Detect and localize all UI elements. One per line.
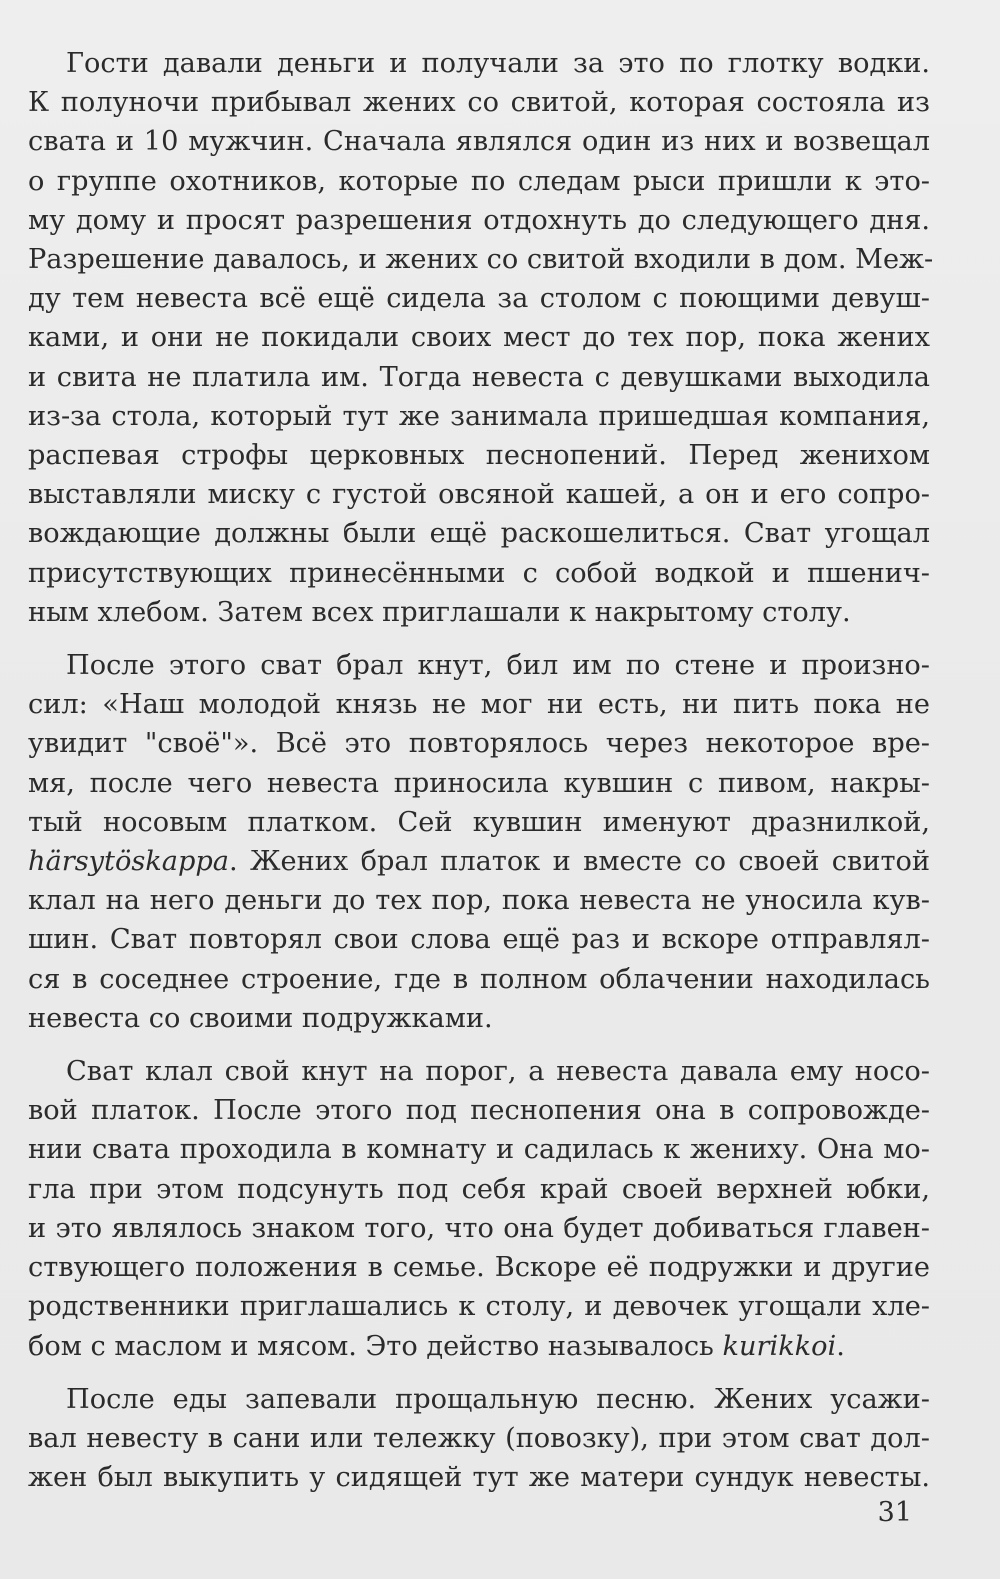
text-line: увидит "своё"». Всё это повторялось через некоторое вре- — [28, 728, 930, 760]
paragraph — [28, 646, 930, 1038]
text-line: свата и 10 мужчин. Сначала являлся один из них и возвещал — [28, 126, 930, 158]
paragraph — [28, 1380, 930, 1498]
paragraph — [28, 44, 934, 632]
text-line: Сват клал свой кнут на порог, а невеста давала ему носо- — [66, 1056, 930, 1088]
text-line: тый носовым платком. Сей кувшин именуют дразнилкой, — [28, 806, 930, 838]
text-line: мя, после чего невеста приносила кувшин с пивом, накры- — [28, 767, 930, 799]
text-line: бом с маслом и мясом. Это действо называлось kurikkoi. — [28, 1330, 845, 1362]
text-line: вал невесту в сани или тележку (повозку), при этом сват дол- — [28, 1422, 930, 1454]
text-line: гла при этом подсунуть под себя край своей верхней юбки, — [28, 1173, 930, 1205]
text-line: из-за стола, который тут же занимала пришедшая компания, — [28, 400, 930, 432]
text-line: ду тем невеста всё ещё сидела за столом с поющими девуш- — [28, 283, 930, 315]
text-line: о группе охотников, которые по следам рыси пришли к это- — [28, 165, 930, 197]
text-line: ками, и они не покидали своих мест до тех пор, пока жених — [28, 322, 930, 354]
text-line: нии свата проходила в комнату и садилась к жениху. Она мо- — [28, 1134, 930, 1166]
text-line: ся в соседнее строение, где в полном облачении находилась — [28, 963, 930, 995]
text-line: После этого сват брал кнут, бил им по стене и произно- — [66, 650, 930, 682]
text-line: и это являлось знаком того, что она будет добиваться главен- — [28, 1212, 930, 1244]
text-line: вой платок. После этого под песнопения она в сопровожде- — [28, 1095, 930, 1127]
text-line: му дому и просят разрешения отдохнуть до следующего дня. — [28, 204, 930, 236]
page-number: 31 — [877, 1497, 912, 1528]
text-line: шин. Сват повторял свои слова ещё раз и вскоре отправлял- — [28, 924, 930, 956]
text-line: сил: «Наш молодой князь не мог ни есть, ни пить пока не — [28, 689, 930, 721]
text-line: невеста со своими подружками. — [28, 1002, 493, 1034]
text-line: присутствующих принесёнными с собой водкой и пшенич- — [28, 557, 930, 589]
text-line: härsytöskappa. Жених брал платок и вместе со своей свитой — [28, 846, 930, 878]
text-line: вождающие должны были ещё раскошелиться. Сват угощал — [28, 518, 930, 550]
text-line: и свита не платила им. Тогда невеста с девушками выходила — [28, 361, 930, 393]
text-line: Гости давали деньги и получали за это по глотку водки. — [66, 48, 930, 79]
text-line: Разрешение давалось, и жених со свитой входили в дом. Меж- — [28, 244, 934, 276]
text-line: клал на него деньги до тех пор, пока невеста не уносила кув- — [28, 885, 930, 917]
text-line: родственники приглашались к столу, и девочек угощали хле- — [28, 1291, 930, 1323]
text-line: жен был выкупить у сидящей тут же матери сундук невесты. — [28, 1462, 930, 1494]
page-body — [28, 44, 934, 1497]
paragraph — [28, 1052, 930, 1366]
text-line: После еды запевали прощальную песню. Жених усажи- — [66, 1383, 930, 1415]
text-line: распевая строфы церковных песнопений. Перед женихом — [28, 440, 930, 472]
text-line: К полуночи прибывал жених со свитой, которая состояла из — [28, 87, 930, 119]
text-line: ным хлебом. Затем всех приглашали к накрытому столу. — [28, 596, 851, 628]
text-line: выставляли миску с густой овсяной кашей, а он и его сопро- — [28, 479, 930, 511]
text-line: ствующего положения в семье. Вскоре её подружки и другие — [28, 1252, 930, 1284]
